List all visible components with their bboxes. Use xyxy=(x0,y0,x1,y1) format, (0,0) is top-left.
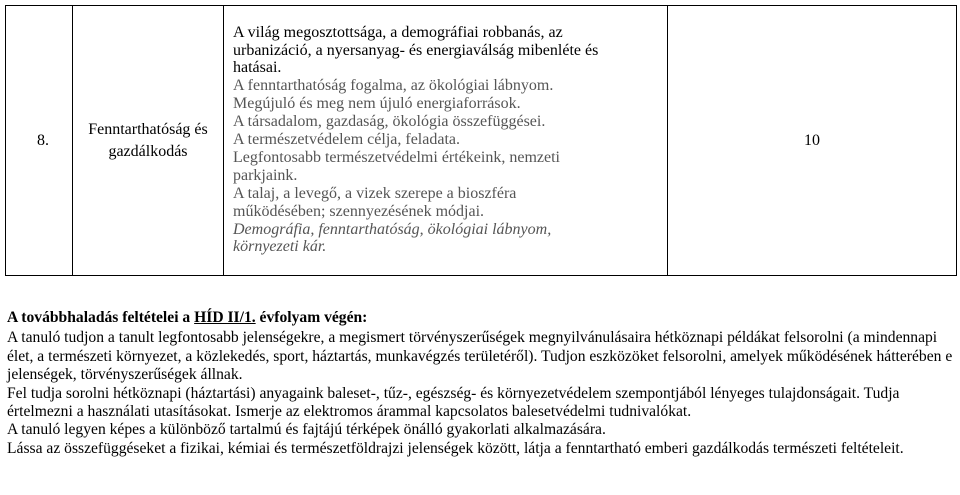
requirement-paragraph: Lássa az összefüggéseket a fizikai, kémiai és természetföldrajzi jelenségek között, látja a fenntartható emberi gazdálkodás természeti feltételeit. xyxy=(7,439,904,457)
content-line: parkjaink. xyxy=(233,166,298,184)
curriculum-table xyxy=(5,5,957,276)
content-line: hatásai. xyxy=(233,59,282,77)
row-number: 8. xyxy=(6,6,73,276)
content-line: A talaj, a levegő, a vizek szerepe a bioszféra xyxy=(233,184,517,202)
content-line: Demográfia, fenntarthatóság, ökológiai lábnyom, xyxy=(233,220,552,238)
content-line: Legfontosabb természetvédelmi értékeink, nemzeti xyxy=(233,148,560,166)
content-line: környezeti kár. xyxy=(233,238,327,256)
content-line: működésében; szennyezésének módjai. xyxy=(233,202,485,220)
content-line: A világ megosztottsága, a demográfiai robbanás, az xyxy=(233,23,563,41)
row-content xyxy=(224,6,668,276)
content-line: Megújuló és meg nem újuló energiaforrások. xyxy=(233,95,521,113)
row-hours: 10 xyxy=(668,6,957,276)
content-line: urbanizáció, a nyersanyag- és energiaválság mibenléte és xyxy=(233,41,599,59)
requirement-paragraph: A tanuló tudjon a tanult legfontosabb jelenségekre, a megismert törvényszerűségek megnyilvánulásaira hétköznapi példákat felsorolni (a mindennapi élet, a természeti környezet, a közlekedés, sport, háztartás, munkavégzés területéről). Tudjon eszközöket felsorolni, amelyek működésének hátterében e jelenségek, törvényszerűségek állnak. xyxy=(7,329,953,384)
table-row xyxy=(6,6,957,276)
row-topic: Fenntarthatóság és gazdálkodás xyxy=(73,6,224,276)
content-line: A természetvédelem célja, feladata. xyxy=(233,131,460,149)
heading-text: A továbbhaladás feltételei a xyxy=(7,309,195,326)
content-line: A fenntarthatóság fogalma, az ökológiai lábnyom. xyxy=(233,77,554,95)
hid-link[interactable]: HÍD II/1. xyxy=(194,309,256,326)
content-line: A társadalom, gazdaság, ökológia összefüggései. xyxy=(233,113,546,131)
heading-text-end: évfolyam végén: xyxy=(255,309,368,326)
requirements-heading xyxy=(7,309,955,327)
requirement-paragraph: Fel tudja sorolni hétköznapi (háztartási) anyagaink baleset-, tűz-, egészség- és környezetvédelem szempontjából lényeges tulajdonságait. Tudja értelmezni a használati utasításokat. Ismerje az elektromos árammal kapcsolatos balesetvédelmi tudnivalókat. xyxy=(7,384,900,421)
requirement-paragraph: A tanuló legyen képes a különböző tartalmú és fajtájú térképek önálló gyakorlati alkalmazására. xyxy=(7,421,606,439)
progression-requirements xyxy=(7,309,955,458)
